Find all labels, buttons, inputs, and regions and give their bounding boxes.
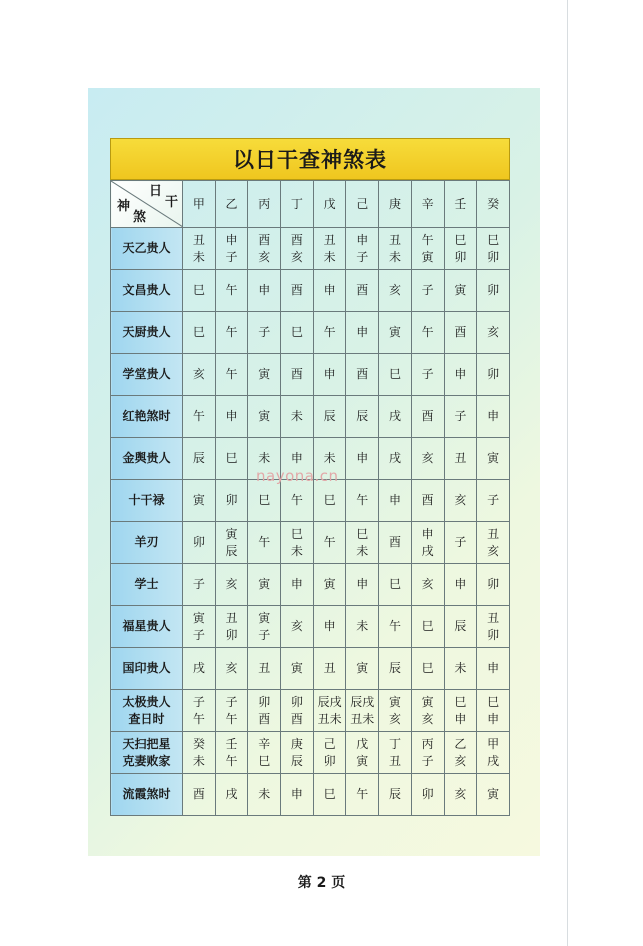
- table-cell: 申: [379, 480, 412, 522]
- table-cell: 午 寅: [411, 228, 444, 270]
- row-label: 国印贵人: [111, 648, 183, 690]
- table-cell: 巳 申: [477, 690, 510, 732]
- table-cell: 申: [444, 564, 477, 606]
- table-cell: 丑: [313, 648, 346, 690]
- table-cell: 戌: [379, 396, 412, 438]
- table-row: [111, 606, 510, 648]
- table-cell: 寅: [248, 564, 281, 606]
- table-cell: 酉: [346, 354, 379, 396]
- table-cell: 己 卯: [313, 732, 346, 774]
- table-title: 以日干查神煞表: [233, 148, 387, 172]
- table-cell: 丑 亥: [477, 522, 510, 564]
- table-cell: 巳 申: [444, 690, 477, 732]
- row-label: 文昌贵人: [111, 270, 183, 312]
- table-cell: 辰戌 丑未: [346, 690, 379, 732]
- row-label: 金舆贵人: [111, 438, 183, 480]
- table-cell: 巳: [183, 312, 216, 354]
- table-cell: 丑: [248, 648, 281, 690]
- table-cell: 子 午: [183, 690, 216, 732]
- table-cell: 辰戌 丑未: [313, 690, 346, 732]
- row-label: 红艳煞时: [111, 396, 183, 438]
- row-label: 太极贵人 查日时: [111, 690, 183, 732]
- table-cell: 寅 辰: [215, 522, 248, 564]
- stem-header-cell: 癸: [477, 181, 510, 228]
- table-row: [111, 522, 510, 564]
- table-cell: 寅 亥: [379, 690, 412, 732]
- row-label: 天厨贵人: [111, 312, 183, 354]
- table-cell: 丑: [444, 438, 477, 480]
- corner-label-ri: 日: [149, 184, 163, 199]
- table-cell: 申: [346, 312, 379, 354]
- table-cell: 申: [313, 270, 346, 312]
- table-cell: 亥: [215, 564, 248, 606]
- table-cell: 卯: [477, 270, 510, 312]
- table-cell: 寅 亥: [411, 690, 444, 732]
- table-cell: 寅: [477, 774, 510, 816]
- table-row: [111, 396, 510, 438]
- table-row: [111, 774, 510, 816]
- table-cell: 未: [248, 438, 281, 480]
- table-cell: 亥: [183, 354, 216, 396]
- table-cell: 子: [411, 354, 444, 396]
- stem-header-cell: 乙: [215, 181, 248, 228]
- table-title-bar: [110, 138, 510, 180]
- table-cell: 丑 未: [379, 228, 412, 270]
- table-cell: 巳: [411, 648, 444, 690]
- table-cell: 寅: [313, 564, 346, 606]
- table-cell: 卯: [183, 522, 216, 564]
- stem-header-cell: 壬: [444, 181, 477, 228]
- header-row: [111, 181, 510, 228]
- table-cell: 巳: [379, 564, 412, 606]
- table-cell: 巳: [411, 606, 444, 648]
- table-cell: 酉: [379, 522, 412, 564]
- stem-header-cell: 己: [346, 181, 379, 228]
- table-cell: 午: [346, 774, 379, 816]
- table-cell: 巳 未: [346, 522, 379, 564]
- table-cell: 辰: [313, 396, 346, 438]
- table-cell: 丁 丑: [379, 732, 412, 774]
- table-cell: 戌: [215, 774, 248, 816]
- table-cell: 寅: [444, 270, 477, 312]
- table-cell: 午: [379, 606, 412, 648]
- table-cell: 午: [215, 354, 248, 396]
- table-cell: 申: [477, 648, 510, 690]
- table-cell: 申: [313, 606, 346, 648]
- table-cell: 酉: [411, 396, 444, 438]
- table-cell: 午: [183, 396, 216, 438]
- table-cell: 未: [281, 396, 314, 438]
- table-cell: 酉: [281, 270, 314, 312]
- table-cell: 亥: [281, 606, 314, 648]
- shensha-table: [110, 180, 510, 816]
- table-cell: 申 戌: [411, 522, 444, 564]
- page-number: 第 2 页: [297, 875, 346, 891]
- table-cell: 寅: [281, 648, 314, 690]
- table-cell: 辛 巳: [248, 732, 281, 774]
- table-cell: 酉: [411, 480, 444, 522]
- table-cell: 酉: [281, 354, 314, 396]
- stem-header-cell: 丁: [281, 181, 314, 228]
- stem-header-cell: 辛: [411, 181, 444, 228]
- table-cell: 卯: [477, 354, 510, 396]
- table-cell: 丑 未: [183, 228, 216, 270]
- table-cell: 申: [248, 270, 281, 312]
- corner-label-sha: 煞: [133, 210, 147, 225]
- table-cell: 寅: [477, 438, 510, 480]
- row-label: 十干禄: [111, 480, 183, 522]
- table-cell: 午: [346, 480, 379, 522]
- table-cell: 子 午: [215, 690, 248, 732]
- row-label: 天扫把星 克妻败家: [111, 732, 183, 774]
- watermark: nayona.cn: [256, 467, 339, 485]
- table-cell: 申: [281, 774, 314, 816]
- table-cell: 戊 寅: [346, 732, 379, 774]
- corner-label-shen: 神: [117, 199, 131, 214]
- table-cell: 寅: [183, 480, 216, 522]
- row-label: 福星贵人: [111, 606, 183, 648]
- table-cell: 酉 亥: [281, 228, 314, 270]
- table-cell: 酉: [183, 774, 216, 816]
- table-cell: 巳: [313, 480, 346, 522]
- table-cell: 子: [444, 522, 477, 564]
- stem-header-cell: 戊: [313, 181, 346, 228]
- table-cell: 午: [313, 522, 346, 564]
- table-row: [111, 648, 510, 690]
- table-row: [111, 270, 510, 312]
- table-cell: 巳: [183, 270, 216, 312]
- table-cell: 丑 未: [313, 228, 346, 270]
- table-cell: 戌: [183, 648, 216, 690]
- table-cell: 午: [248, 522, 281, 564]
- table-cell: 申: [281, 564, 314, 606]
- row-label: 学堂贵人: [111, 354, 183, 396]
- table-cell: 申: [444, 354, 477, 396]
- table-row: [111, 732, 510, 774]
- row-label: 天乙贵人: [111, 228, 183, 270]
- stem-header-cell: 甲: [183, 181, 216, 228]
- table-row: [111, 354, 510, 396]
- table-cell: 卯: [215, 480, 248, 522]
- stem-header-cell: 丙: [248, 181, 281, 228]
- table-cell: 巳 卯: [477, 228, 510, 270]
- table-cell: 卯: [411, 774, 444, 816]
- table-cell: 午: [313, 312, 346, 354]
- table-cell: 寅: [379, 312, 412, 354]
- table-cell: 卯 酉: [281, 690, 314, 732]
- table-cell: 午: [411, 312, 444, 354]
- table-cell: 申: [346, 438, 379, 480]
- table-cell: 未: [346, 606, 379, 648]
- stem-header-cell: 庚: [379, 181, 412, 228]
- table-cell: 酉 亥: [248, 228, 281, 270]
- table-cell: 亥: [215, 648, 248, 690]
- table-cell: 亥: [477, 312, 510, 354]
- table-cell: 申: [281, 438, 314, 480]
- table-row: [111, 312, 510, 354]
- row-label: 流霞煞时: [111, 774, 183, 816]
- table-cell: 子: [444, 396, 477, 438]
- table-cell: 巳: [281, 312, 314, 354]
- table-cell: 丑 卯: [477, 606, 510, 648]
- table-cell: 巳 卯: [444, 228, 477, 270]
- table-cell: 甲 戌: [477, 732, 510, 774]
- table-cell: 申: [215, 396, 248, 438]
- table-cell: 亥: [411, 438, 444, 480]
- table-cell: 未: [248, 774, 281, 816]
- table-cell: 申 子: [215, 228, 248, 270]
- table-cell: 巳: [215, 438, 248, 480]
- table-cell: 申: [313, 354, 346, 396]
- page-edge-line: [567, 0, 568, 946]
- row-label: 学士: [111, 564, 183, 606]
- table-cell: 巳: [379, 354, 412, 396]
- table-cell: 辰: [183, 438, 216, 480]
- table-cell: 申: [346, 564, 379, 606]
- table-cell: 辰: [346, 396, 379, 438]
- table-cell: 寅: [248, 396, 281, 438]
- table-cell: 未: [313, 438, 346, 480]
- table-cell: 酉: [346, 270, 379, 312]
- corner-label-gan: 干: [165, 195, 179, 210]
- table-cell: 午: [215, 312, 248, 354]
- table-cell: 辰: [379, 648, 412, 690]
- table-cell: 寅: [346, 648, 379, 690]
- table-cell: 丑 卯: [215, 606, 248, 648]
- table-cell: 子: [411, 270, 444, 312]
- table-cell: 亥: [411, 564, 444, 606]
- table-cell: 辰: [444, 606, 477, 648]
- table-cell: 庚 辰: [281, 732, 314, 774]
- table-cell: 巳: [248, 480, 281, 522]
- table-cell: 子: [183, 564, 216, 606]
- table-cell: 卯: [477, 564, 510, 606]
- table-cell: 子: [248, 312, 281, 354]
- table-cell: 寅 子: [248, 606, 281, 648]
- table-cell: 亥: [444, 480, 477, 522]
- row-label: 羊刃: [111, 522, 183, 564]
- table-cell: 午: [281, 480, 314, 522]
- table-cell: 亥: [379, 270, 412, 312]
- table-row: [111, 480, 510, 522]
- table-cell: 酉: [444, 312, 477, 354]
- table-row: [111, 228, 510, 270]
- table-cell: 癸 未: [183, 732, 216, 774]
- table-cell: 亥: [444, 774, 477, 816]
- table-cell: 壬 午: [215, 732, 248, 774]
- table-cell: 辰: [379, 774, 412, 816]
- table-cell: 戌: [379, 438, 412, 480]
- table-cell: 申 子: [346, 228, 379, 270]
- table-cell: 巳 未: [281, 522, 314, 564]
- table-cell: 未: [444, 648, 477, 690]
- table-cell: 巳: [313, 774, 346, 816]
- table-cell: 寅: [248, 354, 281, 396]
- corner-header-cell: [111, 181, 183, 228]
- table-cell: 申: [477, 396, 510, 438]
- table-cell: 寅 子: [183, 606, 216, 648]
- table-row: [111, 564, 510, 606]
- table-cell: 子: [477, 480, 510, 522]
- table-row: [111, 690, 510, 732]
- table-cell: 卯 酉: [248, 690, 281, 732]
- table-cell: 午: [215, 270, 248, 312]
- table-cell: 丙 子: [411, 732, 444, 774]
- table-cell: 乙 亥: [444, 732, 477, 774]
